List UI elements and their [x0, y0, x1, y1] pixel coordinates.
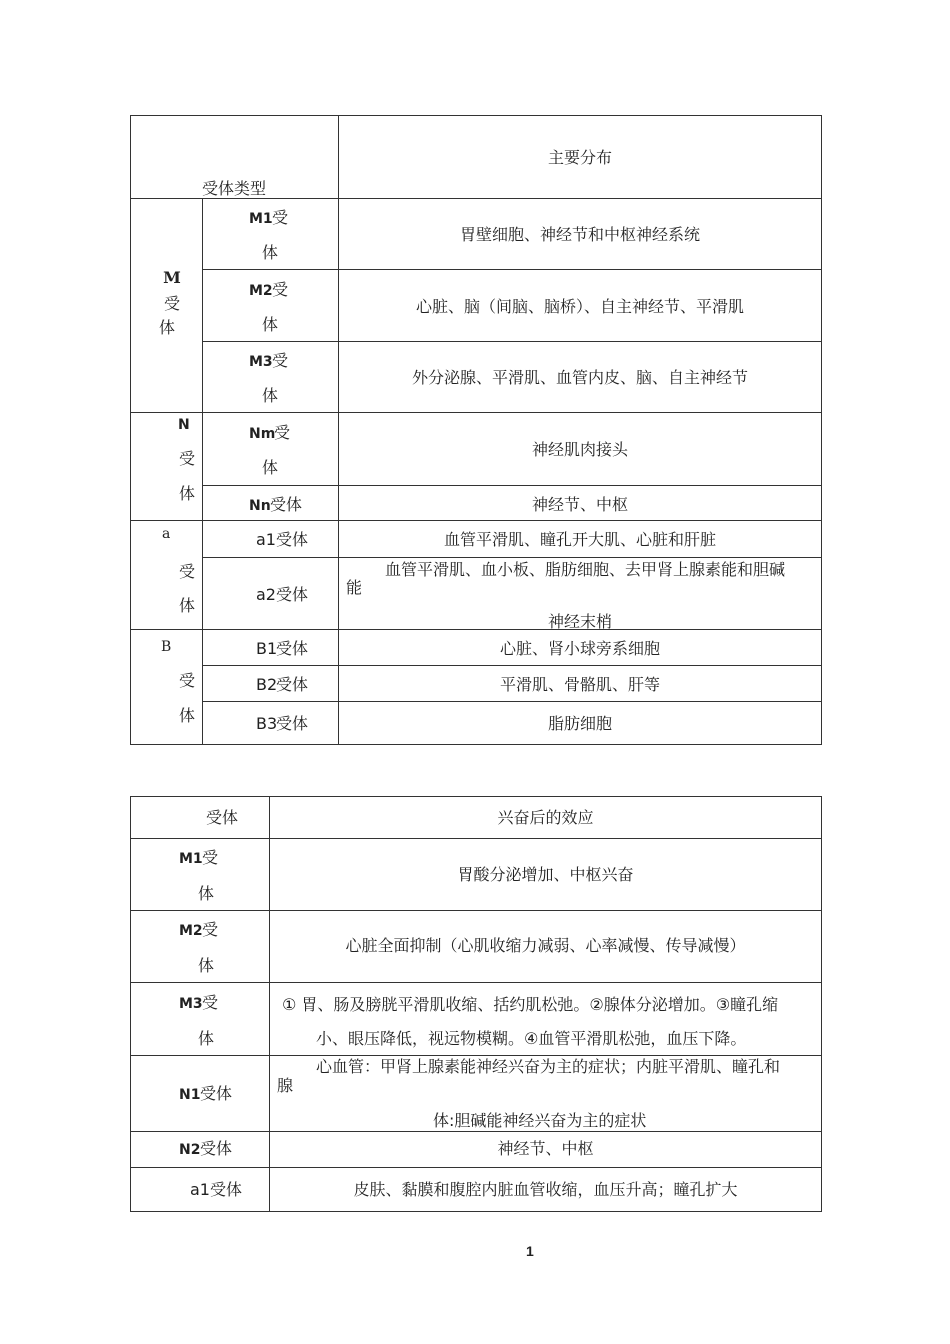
receptor-word: 受: [274, 423, 291, 442]
group-m-word2: 体: [158, 318, 175, 337]
table2-border-top: [130, 796, 822, 797]
effect-cell: 皮肤、黏膜和腹腔内脏血管收缩，血压升高；瞳孔扩大: [353, 1180, 738, 1199]
receptor-word: 体: [262, 458, 279, 477]
distribution-line: 神经末梢: [547, 612, 612, 631]
group-n-word2: 体: [179, 484, 196, 503]
receptor-label: 受体: [276, 714, 309, 733]
receptor-code: B2: [256, 675, 278, 694]
table1-row-divider: [202, 485, 822, 486]
table1-border-right: [821, 115, 822, 744]
group-m-word1: 受: [163, 294, 180, 313]
group-a-word1: 受: [179, 562, 196, 581]
distribution-line: 血管平滑肌、血小板、脂肪细胞、去甲肾上腺素能和胆碱: [385, 560, 786, 579]
receptor-label: 受体: [200, 1084, 233, 1103]
distribution-cell: 外分泌腺、平滑肌、血管内皮、脑、自主神经节: [411, 368, 748, 387]
table2-row-divider: [130, 1167, 822, 1168]
receptor-word: 体: [262, 243, 279, 262]
receptor-word: 受: [272, 351, 289, 370]
table2-border-right: [821, 796, 822, 1211]
table2-header-divider: [130, 838, 822, 839]
receptor-word: 受: [202, 848, 219, 867]
table2-row-divider: [130, 1131, 822, 1132]
effect-cell: 胃酸分泌增加、中枢兴奋: [457, 865, 634, 884]
group-a-letter: a: [162, 526, 171, 542]
receptor-label: 受体: [276, 675, 309, 694]
receptor-word: 受: [202, 920, 219, 939]
effect-line: 体:胆碱能神经兴奋为主的症状: [433, 1111, 647, 1130]
receptor-code: M2: [249, 283, 273, 299]
page-number: 1: [526, 1243, 534, 1259]
distribution-cell: 血管平滑肌、瞳孔开大肌、心脏和肝脏: [443, 530, 716, 549]
receptor-code: M1: [249, 211, 273, 227]
receptor-code: N2: [179, 1142, 201, 1158]
receptor-code: M3: [249, 354, 273, 370]
receptor-code: M1: [179, 851, 203, 867]
receptor-word: 体: [262, 315, 279, 334]
header-effect: 兴奋后的效应: [497, 808, 594, 827]
header-receptor-type: 受体类型: [202, 179, 267, 198]
distribution-cell: 心脏、脑（间脑、脑桥）、自主神经节、平滑肌: [415, 297, 744, 316]
table1-row-divider: [202, 701, 822, 702]
receptor-code: Nn: [249, 498, 271, 514]
table1-group-divider: [130, 520, 822, 521]
receptor-code: N1: [179, 1087, 201, 1103]
receptor-label: 受体: [276, 530, 309, 549]
header-receptor: 受体: [206, 808, 239, 827]
receptor-word: 体: [198, 956, 215, 975]
receptor-word: 体: [262, 386, 279, 405]
receptor-code: M2: [179, 923, 203, 939]
header-distribution: 主要分布: [547, 148, 612, 167]
table2-row-divider: [130, 910, 822, 911]
effect-cell: 心脏全面抑制（心肌收缩力减弱、心率减慢、传导减慢）: [345, 936, 746, 955]
table2-border-left: [130, 796, 131, 1211]
table2-border-bottom: [130, 1211, 822, 1212]
effect-line: 心血管：甲肾上腺素能神经兴奋为主的症状；内脏平滑肌、瞳孔和: [316, 1057, 781, 1076]
receptor-code: a1: [256, 530, 276, 549]
distribution-cell: 神经节、中枢: [531, 495, 628, 514]
table1-border-bottom: [130, 744, 822, 745]
receptor-label: 受体: [210, 1180, 243, 1199]
group-a-word2: 体: [179, 596, 196, 615]
table1-row-divider: [202, 557, 822, 558]
distribution-line: 能: [346, 578, 363, 597]
receptor-word: 受: [272, 208, 289, 227]
table2-row-divider: [130, 982, 822, 983]
receptor-code: a1: [190, 1180, 210, 1199]
receptor-word: 受: [272, 280, 289, 299]
receptor-label: 受体: [276, 639, 309, 658]
receptor-word: 体: [198, 884, 215, 903]
group-n-letter: N: [178, 417, 190, 433]
table1-row-divider: [202, 665, 822, 666]
receptor-label: 受体: [270, 495, 303, 514]
table1-group-divider: [130, 412, 822, 413]
group-b-word2: 体: [179, 706, 196, 725]
receptor-code: Nm: [249, 426, 276, 442]
distribution-cell: 脂肪细胞: [547, 714, 612, 733]
group-m-letter: M: [163, 268, 181, 287]
receptor-word: 体: [198, 1029, 215, 1048]
distribution-cell: 心脏、肾小球旁系细胞: [499, 639, 660, 658]
group-b-letter: B: [161, 639, 172, 655]
distribution-cell: 平滑肌、骨骼肌、肝等: [499, 675, 660, 694]
effect-cell: 神经节、中枢: [497, 1139, 594, 1158]
distribution-cell: 神经肌肉接头: [531, 440, 628, 459]
table1-row-divider: [202, 269, 822, 270]
receptor-label: 受体: [276, 585, 309, 604]
group-n-word1: 受: [179, 449, 196, 468]
receptor-word: 受: [202, 993, 219, 1012]
receptor-code: M3: [179, 996, 203, 1012]
effect-line: 腺: [277, 1076, 294, 1095]
receptor-label: 受体: [200, 1139, 233, 1158]
table1-border-left: [130, 115, 131, 744]
group-b-word1: 受: [179, 671, 196, 690]
effect-line: 小、眼压降低，视远物模糊。④血管平滑肌松弛，血压下降。: [316, 1029, 747, 1048]
receptor-code: a2: [256, 585, 276, 604]
effect-line: ① 胃、肠及膀胱平滑肌收缩、括约肌松弛。②腺体分泌增加。③瞳孔缩: [282, 995, 779, 1014]
receptor-code: B1: [256, 639, 278, 658]
table1-border-top: [130, 115, 822, 116]
receptor-code: B3: [256, 714, 278, 733]
distribution-cell: 胃壁细胞、神经节和中枢神经系统: [459, 225, 700, 244]
table2-row-divider: [130, 1055, 822, 1056]
table1-col-divider: [202, 198, 203, 744]
table1-row-divider: [202, 341, 822, 342]
